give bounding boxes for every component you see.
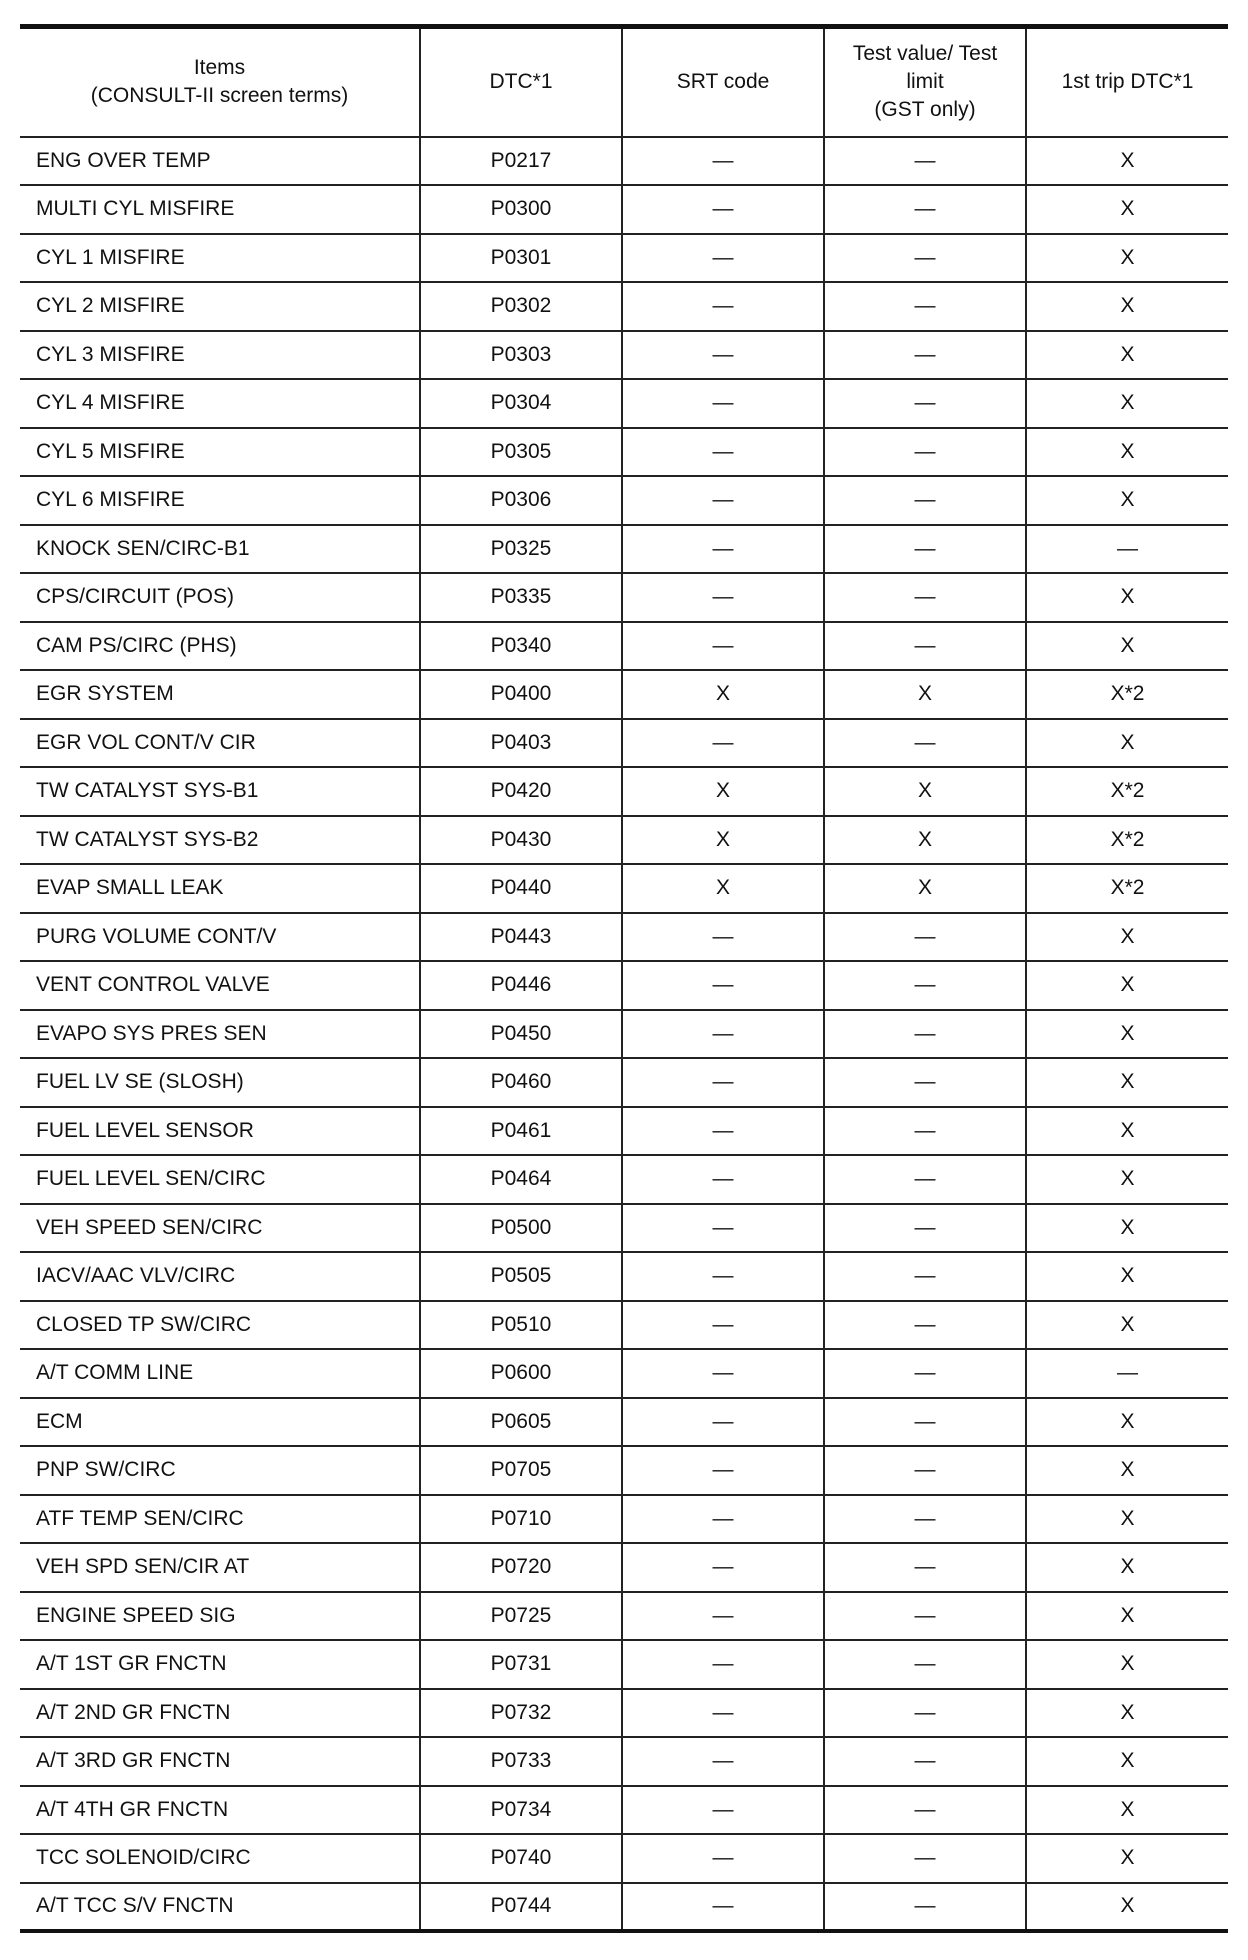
table-row [20, 1883, 1228, 1932]
cell-first-trip: X [1026, 913, 1228, 962]
cell-srt: — [622, 1737, 824, 1786]
cell-first-trip: X [1026, 1155, 1228, 1204]
cell-dtc: P0420 [420, 767, 622, 816]
cell-test-value: X [824, 816, 1026, 865]
cell-first-trip: X [1026, 1689, 1228, 1738]
cell-first-trip: X [1026, 185, 1228, 234]
cell-item: KNOCK SEN/CIRC-B1 [20, 525, 420, 574]
cell-test-value: X [824, 670, 1026, 719]
cell-srt: — [622, 1398, 824, 1447]
cell-item: A/T 3RD GR FNCTN [20, 1737, 420, 1786]
cell-test-value: — [824, 1107, 1026, 1156]
cell-test-value: — [824, 1446, 1026, 1495]
header-items-line2: (CONSULT-II screen terms) [90, 84, 349, 108]
cell-test-value: — [824, 1543, 1026, 1592]
table-row [20, 1107, 1228, 1156]
cell-dtc: P0217 [420, 137, 622, 186]
cell-dtc: P0731 [420, 1640, 622, 1689]
cell-test-value: — [824, 1010, 1026, 1059]
table-row [20, 476, 1228, 525]
cell-dtc: P0600 [420, 1349, 622, 1398]
table-row [20, 573, 1228, 622]
cell-dtc: P0440 [420, 864, 622, 913]
header-items [20, 27, 420, 137]
cell-dtc: P0400 [420, 670, 622, 719]
cell-first-trip: — [1026, 525, 1228, 574]
table-row [20, 282, 1228, 331]
cell-first-trip: — [1026, 1349, 1228, 1398]
table-header [20, 27, 1228, 137]
cell-srt: — [622, 185, 824, 234]
table-row [20, 331, 1228, 380]
table-row [20, 428, 1228, 477]
cell-item: A/T 2ND GR FNCTN [20, 1689, 420, 1738]
cell-item: CAM PS/CIRC (PHS) [20, 622, 420, 671]
cell-dtc: P0340 [420, 622, 622, 671]
cell-srt: — [622, 1301, 824, 1350]
dtc-table-container [20, 24, 1228, 1933]
header-srt-label: SRT code [676, 70, 770, 94]
table-row [20, 1495, 1228, 1544]
cell-first-trip: X [1026, 1640, 1228, 1689]
cell-test-value: — [824, 282, 1026, 331]
cell-dtc: P0500 [420, 1204, 622, 1253]
cell-test-value: — [824, 185, 1026, 234]
cell-dtc: P0461 [420, 1107, 622, 1156]
cell-dtc: P0403 [420, 719, 622, 768]
cell-item: ENGINE SPEED SIG [20, 1592, 420, 1641]
cell-dtc: P0464 [420, 1155, 622, 1204]
cell-first-trip: X [1026, 137, 1228, 186]
cell-srt: — [622, 379, 824, 428]
cell-dtc: P0303 [420, 331, 622, 380]
cell-srt: — [622, 1155, 824, 1204]
table-row [20, 1786, 1228, 1835]
cell-item: MULTI CYL MISFIRE [20, 185, 420, 234]
cell-srt: — [622, 1689, 824, 1738]
cell-srt: X [622, 670, 824, 719]
cell-srt: — [622, 476, 824, 525]
cell-item: VEH SPEED SEN/CIRC [20, 1204, 420, 1253]
cell-dtc: P0443 [420, 913, 622, 962]
cell-first-trip: X [1026, 379, 1228, 428]
cell-dtc: P0510 [420, 1301, 622, 1350]
cell-test-value: — [824, 476, 1026, 525]
cell-srt: — [622, 137, 824, 186]
table-row [20, 1301, 1228, 1350]
cell-item: ECM [20, 1398, 420, 1447]
cell-first-trip: X [1026, 282, 1228, 331]
cell-item: VEH SPD SEN/CIR AT [20, 1543, 420, 1592]
cell-first-trip: X [1026, 1010, 1228, 1059]
cell-test-value: — [824, 379, 1026, 428]
cell-item: CYL 5 MISFIRE [20, 428, 420, 477]
table-row [20, 767, 1228, 816]
cell-item: A/T COMM LINE [20, 1349, 420, 1398]
cell-test-value: — [824, 1786, 1026, 1835]
cell-test-value: X [824, 864, 1026, 913]
header-srt [622, 27, 824, 137]
cell-test-value: — [824, 1640, 1026, 1689]
cell-first-trip: X [1026, 428, 1228, 477]
cell-first-trip: X [1026, 1204, 1228, 1253]
table-row [20, 1010, 1228, 1059]
cell-srt: — [622, 331, 824, 380]
cell-item: CYL 6 MISFIRE [20, 476, 420, 525]
cell-test-value: — [824, 1301, 1026, 1350]
cell-srt: — [622, 1446, 824, 1495]
cell-dtc: P0734 [420, 1786, 622, 1835]
cell-srt: — [622, 1834, 824, 1883]
cell-first-trip: X*2 [1026, 767, 1228, 816]
cell-srt: — [622, 1252, 824, 1301]
cell-srt: — [622, 1010, 824, 1059]
cell-item: A/T 1ST GR FNCTN [20, 1640, 420, 1689]
table-row [20, 525, 1228, 574]
cell-item: CPS/CIRCUIT (POS) [20, 573, 420, 622]
cell-item: PNP SW/CIRC [20, 1446, 420, 1495]
cell-dtc: P0733 [420, 1737, 622, 1786]
cell-first-trip: X [1026, 1058, 1228, 1107]
table-row [20, 622, 1228, 671]
table-row [20, 1058, 1228, 1107]
table-row [20, 1689, 1228, 1738]
cell-item: CYL 4 MISFIRE [20, 379, 420, 428]
cell-test-value: — [824, 1252, 1026, 1301]
cell-test-value: — [824, 1155, 1026, 1204]
cell-test-value: — [824, 573, 1026, 622]
table-row [20, 379, 1228, 428]
cell-dtc: P0705 [420, 1446, 622, 1495]
header-test-line1: Test value/ Test [852, 42, 998, 66]
cell-item: ATF TEMP SEN/CIRC [20, 1495, 420, 1544]
cell-srt: — [622, 1349, 824, 1398]
cell-test-value: — [824, 525, 1026, 574]
table-row [20, 1640, 1228, 1689]
cell-first-trip: X [1026, 1301, 1228, 1350]
cell-first-trip: X [1026, 719, 1228, 768]
cell-first-trip: X [1026, 1883, 1228, 1932]
cell-item: CYL 3 MISFIRE [20, 331, 420, 380]
cell-srt: — [622, 282, 824, 331]
table-row [20, 1252, 1228, 1301]
cell-item: FUEL LEVEL SEN/CIRC [20, 1155, 420, 1204]
cell-first-trip: X [1026, 622, 1228, 671]
cell-item: CYL 1 MISFIRE [20, 234, 420, 283]
cell-item: A/T TCC S/V FNCTN [20, 1883, 420, 1932]
cell-dtc: P0300 [420, 185, 622, 234]
cell-item: EVAP SMALL LEAK [20, 864, 420, 913]
cell-dtc: P0744 [420, 1883, 622, 1932]
table-row [20, 913, 1228, 962]
cell-srt: — [622, 1883, 824, 1932]
cell-srt: — [622, 1543, 824, 1592]
cell-dtc: P0301 [420, 234, 622, 283]
cell-first-trip: X [1026, 1737, 1228, 1786]
cell-test-value: — [824, 719, 1026, 768]
cell-srt: X [622, 864, 824, 913]
cell-dtc: P0335 [420, 573, 622, 622]
cell-dtc: P0740 [420, 1834, 622, 1883]
cell-first-trip: X [1026, 573, 1228, 622]
header-trip-label: 1st trip DTC*1 [1061, 70, 1194, 94]
cell-test-value: — [824, 1058, 1026, 1107]
cell-dtc: P0446 [420, 961, 622, 1010]
table-row [20, 1446, 1228, 1495]
cell-first-trip: X [1026, 331, 1228, 380]
cell-srt: — [622, 573, 824, 622]
cell-dtc: P0720 [420, 1543, 622, 1592]
cell-test-value: — [824, 1398, 1026, 1447]
cell-srt: — [622, 719, 824, 768]
header-test-line3: (GST only) [874, 98, 976, 122]
table-row [20, 137, 1228, 186]
header-dtc-label: DTC*1 [489, 70, 553, 94]
header-test-line2: limit [906, 70, 944, 94]
cell-test-value: — [824, 961, 1026, 1010]
table-row [20, 185, 1228, 234]
cell-dtc: P0460 [420, 1058, 622, 1107]
cell-test-value: — [824, 913, 1026, 962]
cell-dtc: P0732 [420, 1689, 622, 1738]
header-test-value [824, 27, 1026, 137]
table-row [20, 1737, 1228, 1786]
cell-first-trip: X [1026, 476, 1228, 525]
cell-first-trip: X*2 [1026, 864, 1228, 913]
cell-dtc: P0710 [420, 1495, 622, 1544]
header-first-trip [1026, 27, 1228, 137]
cell-test-value: — [824, 1349, 1026, 1398]
cell-dtc: P0305 [420, 428, 622, 477]
cell-dtc: P0605 [420, 1398, 622, 1447]
cell-first-trip: X [1026, 1398, 1228, 1447]
cell-item: EVAPO SYS PRES SEN [20, 1010, 420, 1059]
cell-srt: — [622, 913, 824, 962]
header-items-line1: Items [193, 56, 246, 80]
cell-dtc: P0306 [420, 476, 622, 525]
table-body [20, 137, 1228, 1932]
cell-srt: — [622, 1640, 824, 1689]
cell-test-value: — [824, 428, 1026, 477]
cell-srt: — [622, 428, 824, 477]
cell-first-trip: X [1026, 1495, 1228, 1544]
cell-item: EGR SYSTEM [20, 670, 420, 719]
cell-item: VENT CONTROL VALVE [20, 961, 420, 1010]
cell-first-trip: X [1026, 1252, 1228, 1301]
cell-first-trip: X [1026, 1543, 1228, 1592]
cell-item: IACV/AAC VLV/CIRC [20, 1252, 420, 1301]
cell-srt: X [622, 816, 824, 865]
cell-test-value: — [824, 1737, 1026, 1786]
cell-dtc: P0505 [420, 1252, 622, 1301]
cell-first-trip: X [1026, 961, 1228, 1010]
table-row [20, 1204, 1228, 1253]
table-row [20, 816, 1228, 865]
cell-test-value: X [824, 767, 1026, 816]
cell-test-value: — [824, 1883, 1026, 1932]
cell-test-value: — [824, 1495, 1026, 1544]
table-row [20, 1155, 1228, 1204]
table-row [20, 961, 1228, 1010]
cell-item: TCC SOLENOID/CIRC [20, 1834, 420, 1883]
cell-srt: — [622, 525, 824, 574]
cell-srt: — [622, 622, 824, 671]
table-row [20, 670, 1228, 719]
cell-srt: X [622, 767, 824, 816]
header-dtc [420, 27, 622, 137]
header-row [20, 27, 1228, 137]
cell-first-trip: X*2 [1026, 816, 1228, 865]
cell-first-trip: X [1026, 1107, 1228, 1156]
cell-dtc: P0450 [420, 1010, 622, 1059]
cell-test-value: — [824, 137, 1026, 186]
cell-dtc: P0302 [420, 282, 622, 331]
cell-item: TW CATALYST SYS-B1 [20, 767, 420, 816]
cell-test-value: — [824, 1204, 1026, 1253]
cell-item: TW CATALYST SYS-B2 [20, 816, 420, 865]
cell-srt: — [622, 1107, 824, 1156]
cell-dtc: P0430 [420, 816, 622, 865]
cell-srt: — [622, 961, 824, 1010]
table-row [20, 1834, 1228, 1883]
table-row [20, 864, 1228, 913]
dtc-table [20, 24, 1228, 1933]
cell-first-trip: X [1026, 1834, 1228, 1883]
cell-first-trip: X [1026, 1786, 1228, 1835]
cell-first-trip: X [1026, 234, 1228, 283]
cell-item: CYL 2 MISFIRE [20, 282, 420, 331]
cell-item: CLOSED TP SW/CIRC [20, 1301, 420, 1350]
cell-test-value: — [824, 1592, 1026, 1641]
cell-item: FUEL LEVEL SENSOR [20, 1107, 420, 1156]
cell-first-trip: X [1026, 1592, 1228, 1641]
cell-first-trip: X*2 [1026, 670, 1228, 719]
cell-item: A/T 4TH GR FNCTN [20, 1786, 420, 1835]
cell-item: ENG OVER TEMP [20, 137, 420, 186]
cell-test-value: — [824, 234, 1026, 283]
cell-test-value: — [824, 622, 1026, 671]
cell-srt: — [622, 1495, 824, 1544]
cell-test-value: — [824, 1689, 1026, 1738]
table-row [20, 1349, 1228, 1398]
cell-srt: — [622, 1592, 824, 1641]
cell-dtc: P0725 [420, 1592, 622, 1641]
cell-srt: — [622, 1204, 824, 1253]
table-row [20, 1543, 1228, 1592]
cell-dtc: P0304 [420, 379, 622, 428]
cell-first-trip: X [1026, 1446, 1228, 1495]
table-row [20, 1398, 1228, 1447]
cell-srt: — [622, 234, 824, 283]
table-row [20, 719, 1228, 768]
cell-test-value: — [824, 331, 1026, 380]
table-row [20, 1592, 1228, 1641]
table-row [20, 234, 1228, 283]
cell-test-value: — [824, 1834, 1026, 1883]
cell-srt: — [622, 1786, 824, 1835]
cell-item: EGR VOL CONT/V CIR [20, 719, 420, 768]
cell-srt: — [622, 1058, 824, 1107]
cell-item: FUEL LV SE (SLOSH) [20, 1058, 420, 1107]
cell-dtc: P0325 [420, 525, 622, 574]
cell-item: PURG VOLUME CONT/V [20, 913, 420, 962]
